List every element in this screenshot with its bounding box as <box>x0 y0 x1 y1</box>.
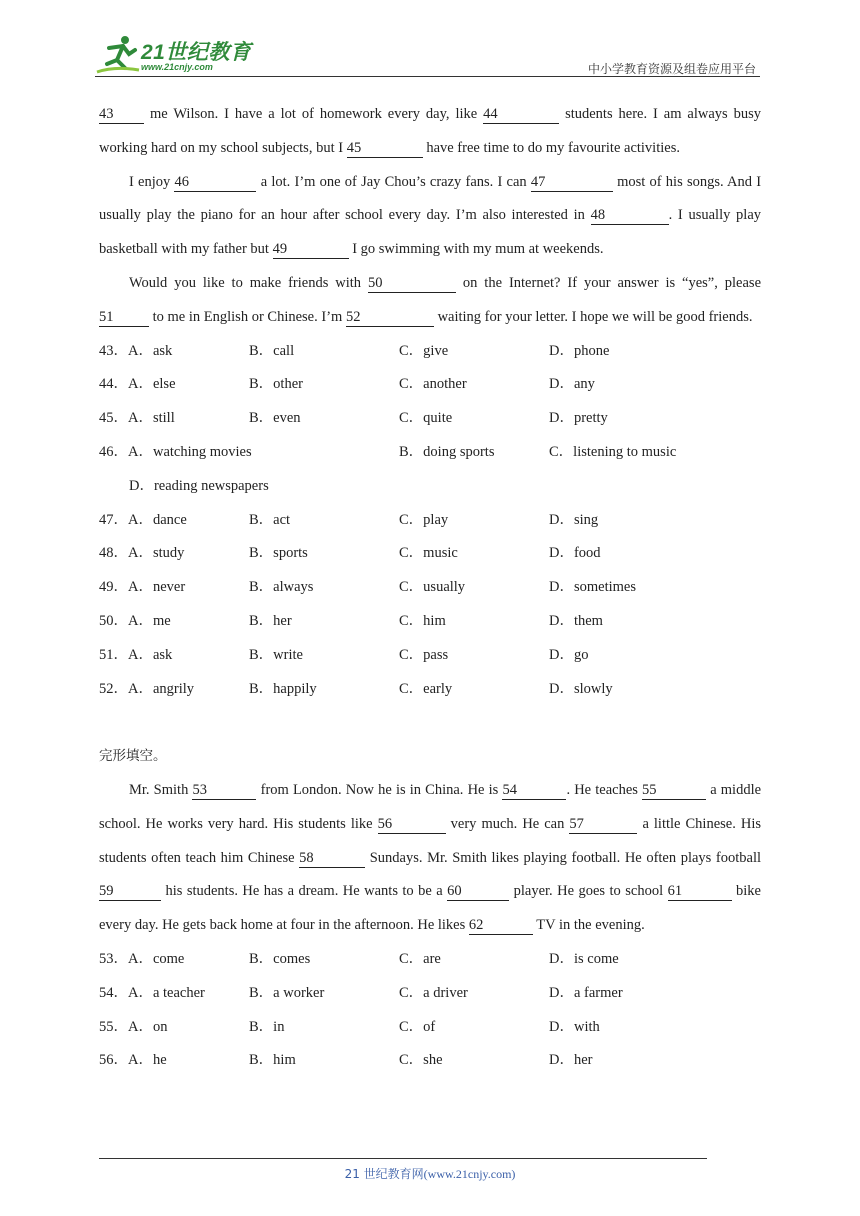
footer-divider <box>99 1158 707 1159</box>
option-a[interactable]: A．study <box>128 545 185 562</box>
question-43 <box>99 335 761 369</box>
blank-60[interactable]: 60 <box>447 883 509 901</box>
option-c[interactable]: C．a driver <box>399 984 468 1001</box>
option-a[interactable]: A．me <box>128 612 171 629</box>
text: bike every day. He gets back home at four in the afternoon. He likes <box>99 883 761 934</box>
text: . He teaches <box>566 781 638 798</box>
text: Sundays. Mr. Smith likes playing football. He often plays football <box>369 849 762 866</box>
blank-44[interactable]: 44 <box>483 106 559 124</box>
question-number: 45．A．still <box>99 410 175 427</box>
question-44 <box>99 368 761 402</box>
passage1-paragraph3 <box>99 267 761 335</box>
option-c[interactable]: C．pass <box>399 646 449 663</box>
option-a[interactable]: A．dance <box>128 511 187 528</box>
option-a[interactable]: A．ask <box>128 342 173 359</box>
option-c[interactable]: C．quite <box>399 410 453 427</box>
header-platform-title: 中小学教育资源及组卷应用平台 <box>587 62 756 76</box>
option-d[interactable]: D．is come <box>549 950 619 967</box>
text: Mr. Smith <box>129 781 189 798</box>
option-b[interactable]: B．even <box>249 410 301 427</box>
page-footer <box>0 1165 860 1182</box>
text: on the Internet? If your answer is “yes”, please <box>462 274 762 291</box>
section-title: 完形填空。 <box>99 748 167 765</box>
text: a little Chinese. His students often teach him Chinese <box>99 815 762 866</box>
option-b[interactable]: B．other <box>249 376 303 393</box>
question-55 <box>99 1011 761 1045</box>
option-d[interactable]: D．sometimes <box>549 579 636 596</box>
document-body <box>99 98 761 1078</box>
text: I enjoy <box>129 173 171 190</box>
question-46-continued <box>99 470 761 504</box>
option-d[interactable]: D．her <box>549 1052 593 1069</box>
option-c[interactable]: C．another <box>399 376 467 393</box>
option-b[interactable]: B．comes <box>249 950 311 967</box>
blank-52[interactable]: 52 <box>346 309 434 327</box>
logo-url: www.21cnjy.com <box>141 62 213 72</box>
option-d[interactable]: D．slowly <box>549 680 613 697</box>
option-c[interactable]: C．are <box>399 950 441 967</box>
text: students here. I am always busy working hard on my school subjects, but I <box>99 106 762 156</box>
option-c[interactable]: C．she <box>399 1052 443 1069</box>
question-47 <box>99 504 761 538</box>
text: to me in English or Chinese. I’m <box>152 308 343 325</box>
option-c[interactable]: C．him <box>399 612 446 629</box>
option-b[interactable]: B．happily <box>249 680 317 697</box>
text: from London. Now he is in China. He is <box>260 781 499 798</box>
question-56 <box>99 1044 761 1078</box>
blank-50[interactable]: 50 <box>368 275 456 293</box>
option-d[interactable]: D．reading newspapers <box>129 477 269 494</box>
option-b[interactable]: B．sports <box>249 545 308 562</box>
blank-62[interactable]: 62 <box>469 917 533 935</box>
text: me Wilson. I have a lot of homework every day, like <box>149 106 478 122</box>
question-number: 51．A．ask <box>99 646 173 663</box>
text: have free time to do my favourite activities. <box>426 139 680 156</box>
passage2-paragraph <box>99 774 761 943</box>
question-list-2 <box>99 943 761 1078</box>
page-header <box>95 30 760 78</box>
question-49 <box>99 571 761 605</box>
blank-53[interactable]: 53 <box>192 782 256 800</box>
question-number: 55．A．on <box>99 1018 168 1035</box>
option-a[interactable]: A．he <box>128 1052 167 1069</box>
text: most of his songs. And I usually play the piano for an hour after school every day. I’m also interested in <box>99 173 762 224</box>
text: his students. He has a dream. He wants to be a <box>165 883 443 900</box>
question-number: 47．A．dance <box>99 511 187 528</box>
option-d[interactable]: D．phone <box>549 342 610 359</box>
text: TV in the evening. <box>536 917 645 934</box>
option-a[interactable]: A．ask <box>128 646 173 663</box>
blank-45[interactable]: 45 <box>347 140 423 158</box>
text: a lot. I’m one of Jay Chou’s crazy fans. I can <box>260 173 527 190</box>
option-d[interactable]: D．pretty <box>549 410 608 427</box>
option-b[interactable]: B．act <box>249 511 291 528</box>
blank-46[interactable]: 46 <box>174 174 256 192</box>
logo-text: 21世纪教育 <box>141 41 252 64</box>
option-a[interactable]: A．never <box>128 579 186 596</box>
option-b[interactable]: B．her <box>249 612 292 629</box>
passage1-paragraph1 <box>99 98 761 166</box>
header-divider <box>95 76 760 77</box>
option-a[interactable]: A．come <box>128 950 185 967</box>
text: waiting for your letter. I hope we will be good friends. <box>437 308 753 325</box>
option-a[interactable]: A．else <box>128 376 176 393</box>
option-d[interactable]: D．a farmer <box>549 984 623 1001</box>
text: Would you like to make friends with <box>129 274 362 291</box>
footer-site-name: 21 世纪教育网 <box>344 1167 424 1181</box>
passage1-paragraph2 <box>99 166 761 267</box>
question-number: 48．A．study <box>99 545 185 562</box>
option-c[interactable]: C．music <box>399 545 458 562</box>
question-number: 53．A．come <box>99 950 185 967</box>
footer-url[interactable]: (www.21cnjy.com) <box>423 1167 516 1181</box>
option-a[interactable]: A．a teacher <box>128 984 205 1001</box>
text: a middle school. He works very hard. His students like <box>99 781 762 832</box>
option-b[interactable]: B．doing sports <box>399 443 495 460</box>
question-46 <box>99 436 761 470</box>
option-c[interactable]: C．listening to music <box>549 443 677 460</box>
runner-logo-icon <box>95 34 141 74</box>
question-number: 52．A．angrily <box>99 680 195 697</box>
question-48 <box>99 537 761 571</box>
option-d[interactable]: D．with <box>549 1018 600 1035</box>
question-52 <box>99 673 761 707</box>
question-number: 56．A．he <box>99 1052 167 1069</box>
option-b[interactable]: B．him <box>249 1052 296 1069</box>
text: . I usually play basketball with my father but <box>99 207 762 258</box>
option-d[interactable]: D．any <box>549 376 595 393</box>
blank-59[interactable]: 59 <box>99 883 161 901</box>
text: I go swimming with my mum at weekends. <box>352 241 604 258</box>
logo <box>95 34 270 74</box>
question-number: 49．A．never <box>99 579 186 596</box>
blank-48[interactable]: 48 <box>591 207 669 225</box>
question-54 <box>99 977 761 1011</box>
question-51 <box>99 639 761 673</box>
option-c[interactable]: C．give <box>399 342 449 359</box>
blank-57[interactable]: 57 <box>569 816 637 834</box>
question-number: 43．A．ask <box>99 342 173 359</box>
question-list-1 <box>99 335 761 707</box>
option-b[interactable]: B．in <box>249 1018 285 1035</box>
option-d[interactable]: D．go <box>549 646 589 663</box>
text: player. He goes to school <box>513 883 664 900</box>
option-b[interactable]: B．call <box>249 342 295 359</box>
option-d[interactable]: D．them <box>549 612 603 629</box>
text: very much. He can <box>450 815 565 832</box>
option-a[interactable]: A．angrily <box>128 680 195 697</box>
option-b[interactable]: B．a worker <box>249 984 325 1001</box>
question-45 <box>99 402 761 436</box>
option-c[interactable]: C．early <box>399 680 453 697</box>
option-c[interactable]: C．usually <box>399 579 466 596</box>
option-d[interactable]: D．food <box>549 545 601 562</box>
option-c[interactable]: C．of <box>399 1018 436 1035</box>
option-d[interactable]: D．sing <box>549 511 599 528</box>
blank-54[interactable]: 54 <box>502 782 566 800</box>
question-50 <box>99 605 761 639</box>
blank-55[interactable]: 55 <box>642 782 706 800</box>
blank-51[interactable]: 51 <box>99 309 149 327</box>
question-number: 50．A．me <box>99 612 171 629</box>
question-number: 54．A．a teacher <box>99 984 205 1001</box>
question-number: 44．A．else <box>99 376 176 393</box>
option-a[interactable]: A．on <box>128 1018 168 1035</box>
blank-56[interactable]: 56 <box>378 816 446 834</box>
option-b[interactable]: B．always <box>249 579 314 596</box>
option-b[interactable]: B．write <box>249 646 303 663</box>
option-a[interactable]: A．still <box>128 410 175 427</box>
question-number: 46．A．watching movies <box>99 443 252 460</box>
option-a[interactable]: A．watching movies <box>128 443 252 460</box>
question-53 <box>99 943 761 977</box>
option-c[interactable]: C．play <box>399 511 449 528</box>
blank-49[interactable]: 49 <box>273 241 349 259</box>
blank-47[interactable]: 47 <box>531 174 613 192</box>
blank-61[interactable]: 61 <box>668 883 732 901</box>
blank-43[interactable]: 43 <box>99 106 144 124</box>
blank-58[interactable]: 58 <box>299 850 365 868</box>
